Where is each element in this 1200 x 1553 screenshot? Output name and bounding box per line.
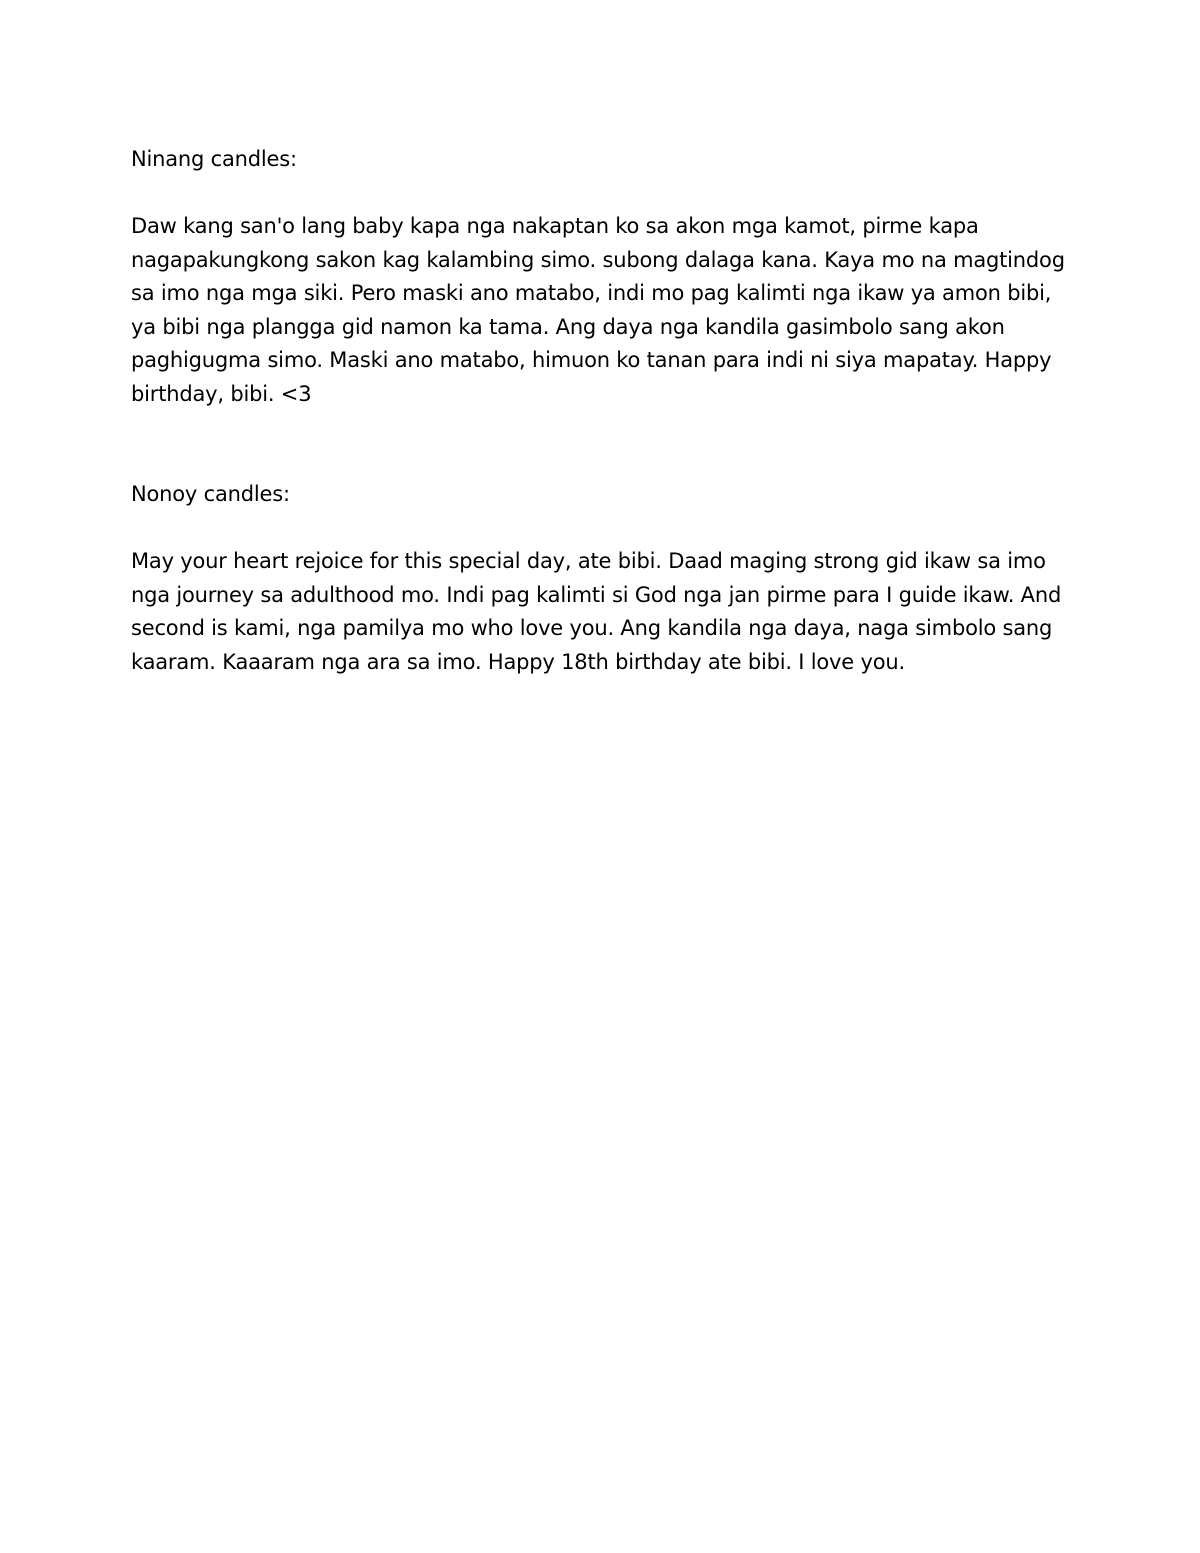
paragraph-spacer <box>131 512 1071 546</box>
section-heading-ninang: Ninang candles: <box>131 147 297 171</box>
section-body-nonoy: May your heart rejoice for this special day, ate bibi. Daad maging strong gid ikaw sa imo nga journey sa adulthood mo. Indi pag kalimti si God nga jan pirme para I guide ikaw. And second is kami, nga pamilya mo who love you. Ang kandila nga daya, naga simbolo sang kaaram. Kaaaram nga ara sa imo. Happy 18th birthday ate bibi. I love you. <box>131 549 1062 674</box>
paragraph-spacer <box>131 411 1071 478</box>
section-body-ninang: Daw kang san'o lang baby kapa nga nakaptan ko sa akon mga kamot, pirme kapa nagapakungkong sakon kag kalambing simo. subong dalaga kana. Kaya mo na magtindog sa imo nga mga siki. Pero maski ano matabo, indi mo pag kalimti nga ikaw ya amon bibi, ya bibi nga plangga gid namon ka tama. Ang daya nga kandila gasimbolo sang akon paghigugma simo. Maski ano matabo, himuon ko tanan para indi ni siya mapatay. Happy birthday, bibi. <3 <box>131 214 1065 406</box>
document-body <box>131 143 1071 679</box>
paragraph-spacer <box>131 177 1071 211</box>
section-heading-nonoy: Nonoy candles: <box>131 482 290 506</box>
